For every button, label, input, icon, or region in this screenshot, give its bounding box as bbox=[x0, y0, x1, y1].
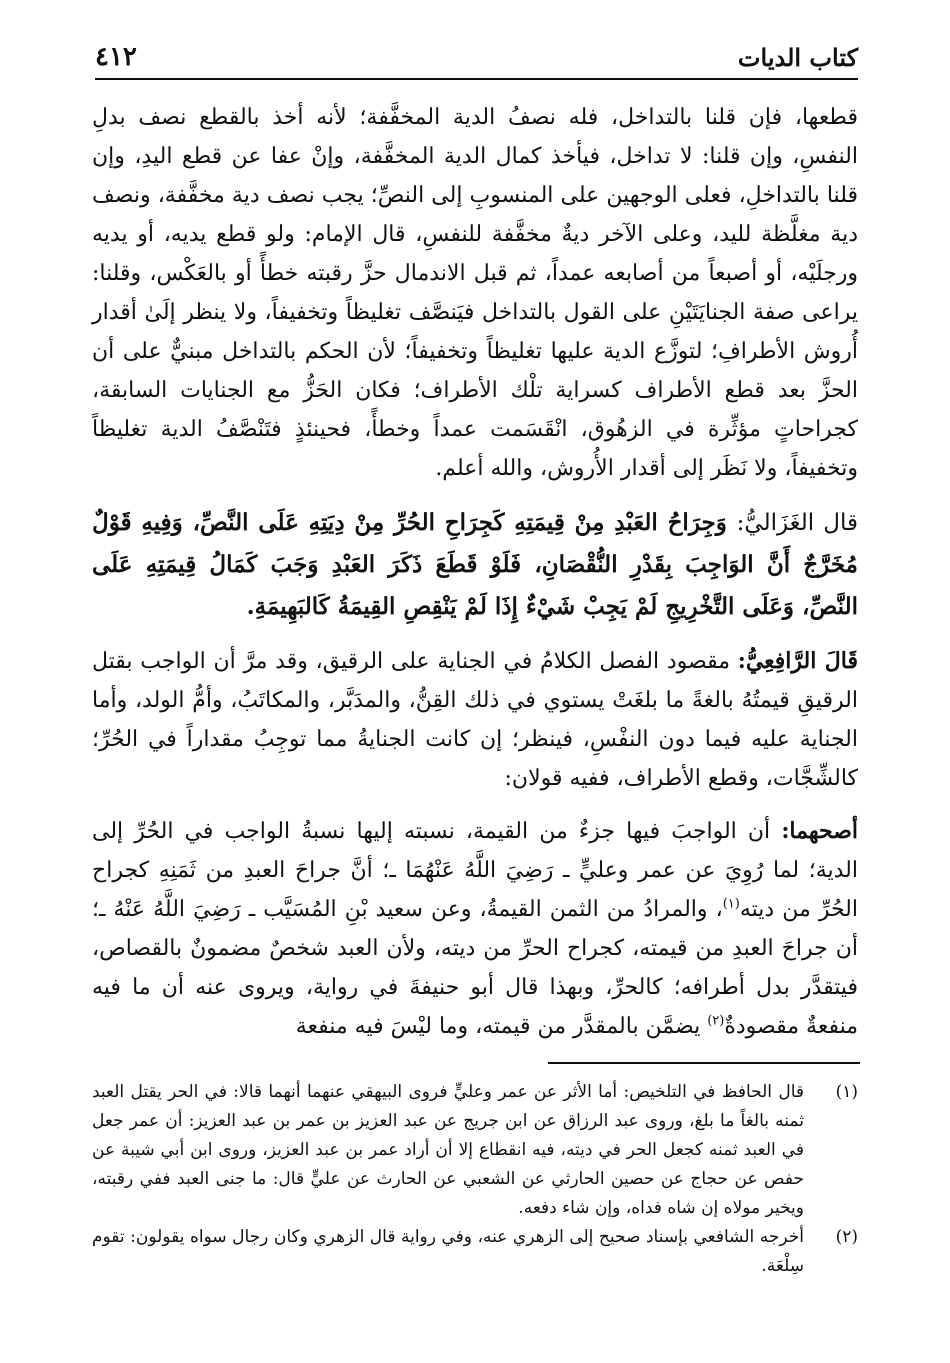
footnote-text: قال الحافظ في التلخيص: أما الأثر عن عمر وعليٍّ فروى البيهقي عنهما أنهما قالا: في الحر يقتل العبد ثمنه بالغاً ما بلغ، وروى عبد الرزاق عن ابن جريج عن عبد العزيز بن عمر بن عبد العزيز: أن عمر جعل في العبد ثمنه كجعل الحر في ديته، فيه انقطاع إلا أن أراد عمر بن عبد العزيز، وروى ابن أبي شيبة عن حفص عن حجاج عن حصين الحارثي عن الشعبي عن الحارث عن عليٍّ قال: ما جنى العبد ففي رقبته، ويخير مولاه إن شاه فداه، وإن شاء دفعه. bbox=[92, 1082, 804, 1218]
asahhuhuma-text-3: يضمَّن بالمقدَّر من قيمته، وما ليْسَ فيه منفعة bbox=[295, 1014, 708, 1039]
asahhuhuma-text-2: ، والمرادُ من الثمن القيمةُ، وعن سعيد بْنِ المُسَيَّب ـ رَضِيَ اللَّهُ عَنْهُ ـ؛ أن جراحَ العبدِ من قيمته، كجراح الحرِّ من ديته، ولأن العبد شخصٌ مضمونٌ بالقصاص، فيتقدَّر بدل أطرافه؛ كالحرِّ، وبهذا قال أبو حنيفةَ في رواية، ويروى عنه أن ما فيه منفعةٌ مقصودةٌ bbox=[92, 897, 858, 1039]
ghazali-matn bbox=[92, 502, 858, 628]
paragraph-continuation: قطعها، فإن قلنا بالتداخل، فله نصفُ الدية المخفَّفة؛ لأنه أخذ بالقطع نصف بدلِ النفسِ، وإن قلنا: لا تداخل، فيأخذ كمال الدية المخفَّفة، وإنْ عفا عن قطع اليدِ، وإن قلنا بالتداخلِ، فعلى الوجهين على المنسوبِ إلى النصِّ؛ يجب نصف دية مخفَّفة، ونصف دية مغلَّظة لليد، وعلى الآخر ديةٌ مخفَّفة للنفسِ، قال الإمام: ولو قطع يديه، أو يديه ورجلَيْه، أو أصبعاً من أصابعه عمداً، ثم قبل الاندمال حزَّ رقبته خطأً أو بالعَكْس، وقلنا: يراعى صفة الجنايَتَيْنِ على القول بالتداخل فيَنصَّف تغليظاً وتخفيفاً، ولا ينظر إلَىٰ أقدار أُروش الأطرافِ؛ لتوزَّع الدية عليها تغليظاً وتخفيفاً؛ لأن الحكم بالتداخل مبنيٌّ على أن الحزَّ بعد قطع الأطراف كسراية تلْك الأطراف؛ فكان الحَزُّ مع الجنايات السابقة، كجراحاتٍ مؤثِّرة في الزهُوق، انْقَسَمت عمداً وخطأً، فحينئذٍ فتَنْصَّفُ الدية تغليظاً وتخفيفاً، ولا نَظَر إلى أقدار الأُروش، والله أعلم. bbox=[92, 105, 858, 481]
rafii-lead: قَالَ الرَّافِعِيُّ: bbox=[737, 648, 858, 674]
rafii-commentary bbox=[92, 642, 858, 798]
ghazali-text: وَجِرَاحُ العَبْدِ مِنْ قِيمَتِهِ كَجِرَاحِ الحُرِّ مِنْ دِيَتِهِ عَلَى النَّصِّ، وَفِيهِ قَوْلٌ مُخَرَّجٌ أَنَّ الوَاجِبَ بِقَدْرِ النُّقْصَانِ، فَلَوْ قَطَعَ ذَكَرَ العَبْدِ وَجَبَ كَمَالُ قِيمَتِهِ عَلَى النَّصِّ، وَعَلَى التَّخْرِيجِ لَمْ يَجِبْ شَيْءٌ إِذَا لَمْ يَنْقِصِ القِيمَةُ كَالبَهِيمَةِ. bbox=[92, 509, 858, 620]
rafii-text: مقصود الفصل الكلامُ في الجناية على الرقيق، وقد مرَّ أن الواجب بقتل الرقيقِ قيمتُهُ بالغةً ما بلغَتْ يستوي في ذلك القِنُّ، والمدَبَّر، والمكاتَبُ، وأمُّ الولد، وأما الجناية عليه فيما دون النفْسِ، فينظر؛ إن كانت الجنايةُ مما توجِبُ مقداراً في الحُرِّ؛ كالشِّجَّات، وقطع الأطراف، ففيه قولان: bbox=[92, 649, 858, 791]
page-number: ٤١٢ bbox=[95, 42, 137, 72]
asahhuhuma-text-1: أن الواجبَ فيها جزءٌ من القيمة، نسبته إليها نسبةُ الواجب في الحُرِّ إلى الدية؛ لما رُوِيَ عن عمر وعليٍّ ـ رَضِيَ اللَّهُ عَنْهُمَا ـ؛ أنَّ جراحَ العبدِ من ثَمَنِهِ كجراح الحُرِّ من ديته bbox=[92, 819, 858, 922]
asahhuhuma-paragraph bbox=[92, 812, 858, 1046]
page-header bbox=[95, 38, 858, 80]
footnote-1 bbox=[92, 1078, 858, 1223]
footnote-ref-2[interactable]: (٢) bbox=[707, 1013, 725, 1029]
footnote-ref-1[interactable]: (١) bbox=[722, 896, 740, 912]
main-text bbox=[92, 98, 858, 1046]
asahhuhuma-lead: أصحهما: bbox=[781, 818, 858, 844]
running-title: كتاب الديات bbox=[737, 43, 858, 72]
footnote-text: أخرجه الشافعي بإسناد صحيح إلى الزهري عنه، وفي رواية قال الزهري وكان رجال سواه يقولون: تقوم سِلْعَة. bbox=[92, 1227, 804, 1276]
footnote-number: (١) bbox=[835, 1082, 858, 1102]
ghazali-lead: قال الغَزَاليُّ: bbox=[736, 510, 859, 536]
footnote-divider bbox=[548, 1062, 860, 1064]
footnotes bbox=[92, 1078, 858, 1281]
footnote-number: (٢) bbox=[835, 1227, 858, 1247]
footnote-2 bbox=[92, 1223, 858, 1281]
